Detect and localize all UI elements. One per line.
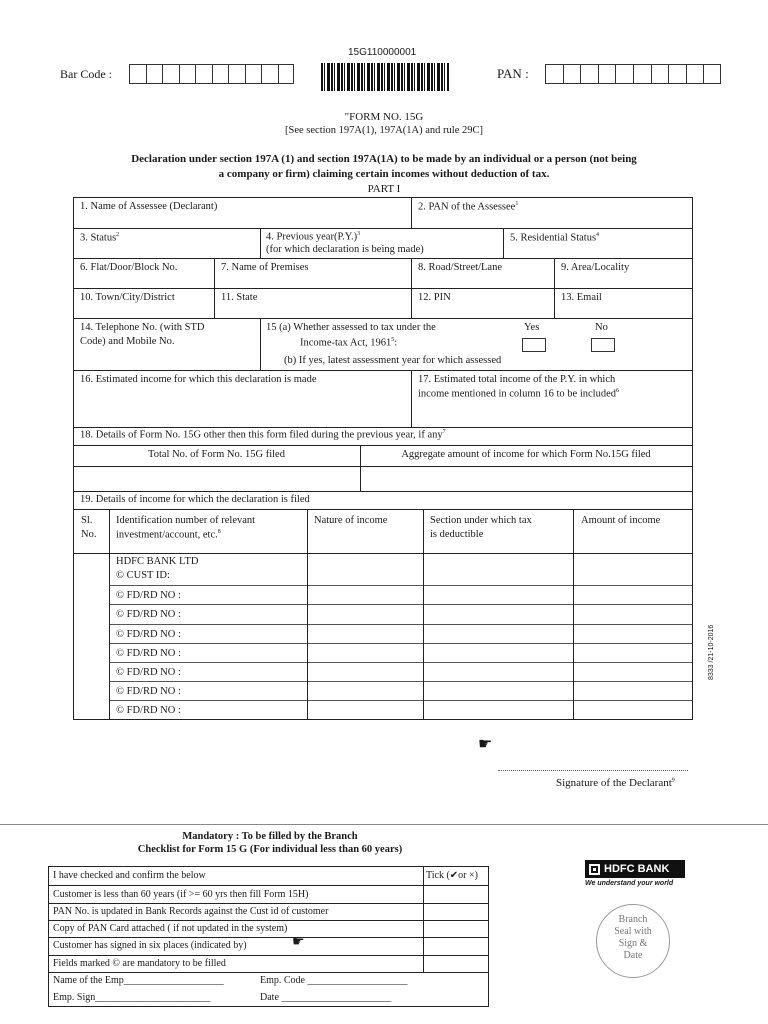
yes-checkbox[interactable] — [522, 338, 546, 352]
field-aggregate-amount: Aggregate amount of income for which Form No.15G filed — [401, 449, 651, 460]
col-sl: Sl. — [81, 515, 93, 526]
table-row: © FD/RD NO : — [116, 590, 181, 601]
field-state: 11. State — [221, 292, 258, 303]
date-field[interactable]: Date ______________________ — [260, 992, 392, 1003]
field-estimated-total-income: 17. Estimated total income of the P.Y. in which — [418, 374, 616, 385]
declaration-line-1: Declaration under section 197A (1) and section 197A(1A) to be made by an individual or a person (not being — [131, 153, 637, 165]
hand-pointer-icon: ☛ — [292, 935, 305, 950]
branch-subtitle: Checklist for Form 15 G (For individual less than 60 years) — [137, 844, 403, 855]
field-premises: 7. Name of Premises — [221, 262, 309, 273]
col-nature: Nature of income — [314, 515, 388, 526]
no-checkbox[interactable] — [591, 338, 615, 352]
form-code-vertical: 8333 /21-10-2016 — [708, 624, 715, 680]
field-email: 13. Email — [561, 292, 602, 303]
table-row: © FD/RD NO : — [116, 667, 181, 678]
emp-sign-field[interactable]: Emp. Sign_______________________ — [53, 992, 211, 1003]
table-row: © FD/RD NO : — [116, 629, 181, 640]
seal-text: Sign & — [618, 938, 648, 949]
field-name-of-assessee: 1. Name of Assessee (Declarant) — [80, 201, 218, 212]
no-label: No — [595, 322, 608, 333]
col-section: Section under which tax — [430, 515, 532, 526]
col-section-sub: is deductible — [430, 529, 484, 540]
barcode-label: Bar Code : — [60, 67, 112, 81]
barcode-number: 15G110000001 — [348, 47, 417, 58]
declaration-line-2: a company or firm) claiming certain incomes without deduction of tax. — [218, 168, 550, 180]
pan-input-boxes[interactable] — [545, 64, 721, 84]
field-estimated-income: 16. Estimated income for which this declaration is made — [80, 374, 317, 385]
field-total-forms: Total No. of Form No. 15G filed — [148, 449, 285, 460]
emp-name-field[interactable]: Name of the Emp____________________ — [53, 975, 224, 986]
emp-code-field[interactable]: Emp. Code ____________________ — [260, 975, 408, 986]
checklist-item: Customer has signed in six places (indicated by) — [53, 940, 247, 951]
hdfc-bank-logo — [585, 860, 685, 887]
field-estimated-total-income-note: income mentioned in column 16 to be included$^6$ — [418, 388, 619, 400]
field-pan-of-assessee: 2. PAN of the Assessee$^1$ — [418, 201, 519, 213]
part-label: PART I — [367, 183, 401, 195]
bank-name: HDFC BANK — [604, 863, 670, 875]
field-form-15g-details: 18. Details of Form No. 15G other then this form filed during the previous year, if any$^7$ — [80, 429, 446, 441]
table-row: © FD/RD NO : — [116, 648, 181, 659]
field-road: 8. Road/Street/Lane — [418, 262, 502, 273]
field-area: 9. Area/Locality — [561, 262, 630, 273]
checklist-item: Fields marked © are mandatory to be filled — [53, 958, 226, 969]
field-previous-year: 4. Previous $year(P.Y.)^3$ — [266, 231, 361, 243]
table-row: © FD/RD NO : — [116, 686, 181, 697]
seal-text: Date — [623, 950, 643, 961]
signature-line[interactable] — [498, 770, 688, 771]
form-subtitle: [See section 197A(1), 197A(1A) and rule 29C] — [285, 125, 483, 136]
field-assessed-to-tax: 15 (a) Whether assessed to tax under the — [266, 322, 436, 333]
field-residential-status: 5. Residential Status$^4$ — [510, 232, 600, 244]
tick-header: Tick (✔or ×) — [426, 870, 478, 881]
field-pin: 12. PIN — [418, 292, 451, 303]
seal-text: Seal with — [614, 926, 652, 937]
bank-tagline: We understand your world — [585, 880, 674, 887]
field-income-tax-act: Income-tax Act, 1961$^5$: — [300, 337, 398, 349]
pan-label: PAN : — [497, 66, 529, 81]
field-telephone-mobile: Code) and Mobile No. — [80, 336, 175, 347]
field-flat-door: 6. Flat/Door/Block No. — [80, 262, 178, 273]
col-identification: Identification number of relevant — [116, 515, 256, 526]
table-row: © FD/RD NO : — [116, 609, 181, 620]
field-telephone: 14. Telephone No. (with STD — [80, 322, 205, 333]
branch-title: Mandatory : To be filled by the Branch — [182, 831, 358, 842]
barcode-input-boxes[interactable] — [129, 64, 294, 84]
logo-square-icon — [589, 864, 600, 875]
checklist-header: I have checked and confirm the below — [53, 870, 206, 881]
col-amount: Amount of income — [581, 515, 661, 526]
checklist-item: Copy of PAN Card attached ( if not updated in the system) — [53, 923, 288, 934]
checklist-item: Customer is less than 60 years (if >= 60 yrs then fill Form 15H) — [53, 889, 309, 900]
branch-seal-area[interactable] — [596, 904, 670, 978]
col-sl-no: No. — [81, 529, 97, 540]
field-latest-assessment-year: (b) If yes, latest assessment year for which assessed — [284, 355, 502, 366]
field-previous-year-note: (for which declaration is being made) — [266, 244, 424, 255]
field-status: 3. Status$^2$ — [80, 232, 120, 244]
hand-pointer-icon: ☛ — [478, 736, 493, 753]
field-town: 10. Town/City/District — [80, 292, 175, 303]
col-identification-sub: investment/account, etc.$^8$ — [116, 529, 221, 541]
signature-label: Signature of the Declarant$^9$ — [556, 777, 675, 789]
table-row-bank: HDFC BANK LTD — [116, 556, 199, 567]
table-row: © FD/RD NO : — [116, 705, 181, 716]
seal-text: Branch — [618, 914, 648, 925]
section-divider — [0, 824, 768, 825]
form-title: "FORM NO. 15G — [344, 111, 424, 123]
field-income-details: 19. Details of income for which the declaration is filed — [80, 494, 310, 505]
yes-label: Yes — [524, 322, 540, 333]
checklist-item: PAN No. is updated in Bank Records against the Cust id of customer — [53, 906, 329, 917]
table-row-cust-id: © CUST ID: — [116, 570, 170, 581]
barcode-image — [321, 63, 449, 91]
